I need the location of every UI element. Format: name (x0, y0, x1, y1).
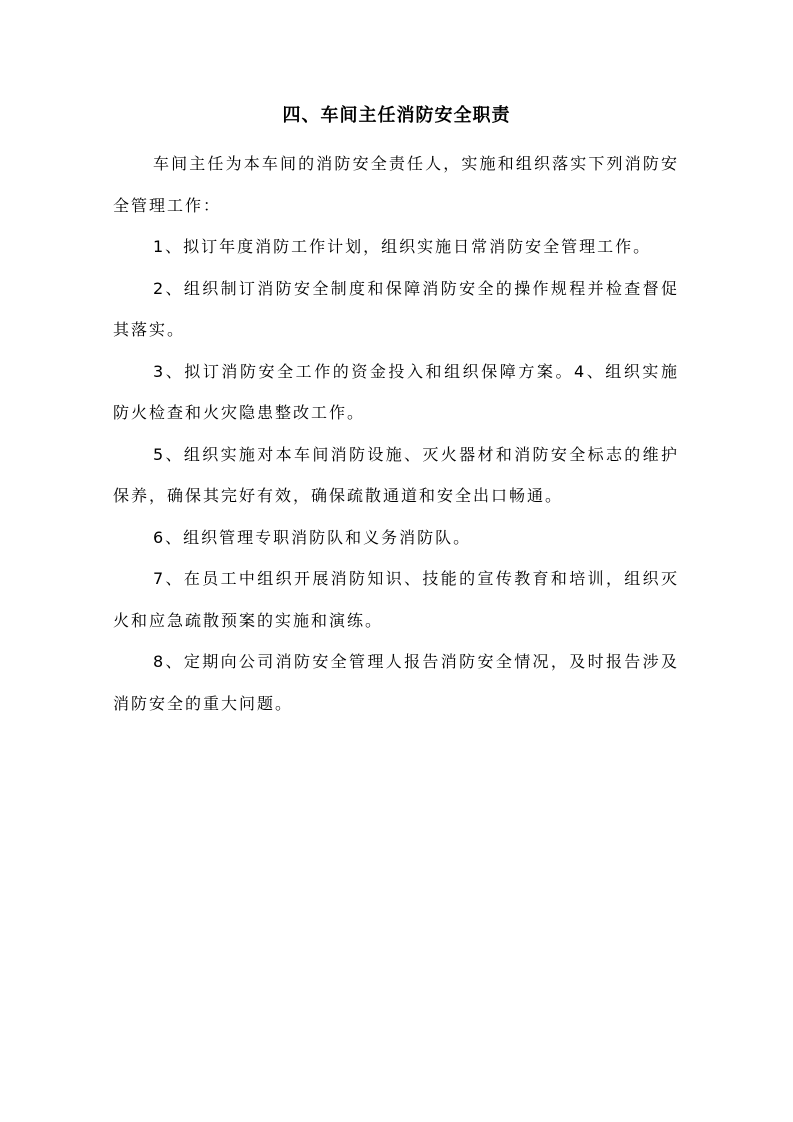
paragraph-item-7: 7、在员工中组织开展消防知识、技能的宣传教育和培训，组织灭火和应急疏散预案的实施和演练。 (113, 569, 679, 630)
paragraph-item-5: 5、组织实施对本车间消防设施、灭火器材和消防安全标志的维护保养，确保其完好有效，确保疏散通道和安全出口畅通。 (113, 444, 679, 505)
document-body (113, 143, 679, 724)
paragraph-item-2: 2、组织制订消防安全制度和保障消防安全的操作规程并检查督促其落实。 (113, 278, 679, 339)
paragraph-item-6: 6、组织管理专职消防队和义务消防队。 (153, 527, 472, 547)
document-title: 四、车间主任消防安全职责 (282, 105, 511, 126)
paragraph-item-3-4: 3、拟订消防安全工作的资金投入和组织保障方案。4、组织实施防火检查和火灾隐患整改工作。 (113, 361, 679, 422)
paragraph-item-8: 8、定期向公司消防安全管理人报告消防安全情况，及时报告涉及消防安全的重大问题。 (113, 652, 679, 713)
paragraph-intro: 车间主任为本车间的消防安全责任人，实施和组织落实下列消防安全管理工作： (113, 154, 679, 215)
paragraph-item-1: 1、拟订年度消防工作计划，组织实施日常消防安全管理工作。 (153, 237, 652, 256)
